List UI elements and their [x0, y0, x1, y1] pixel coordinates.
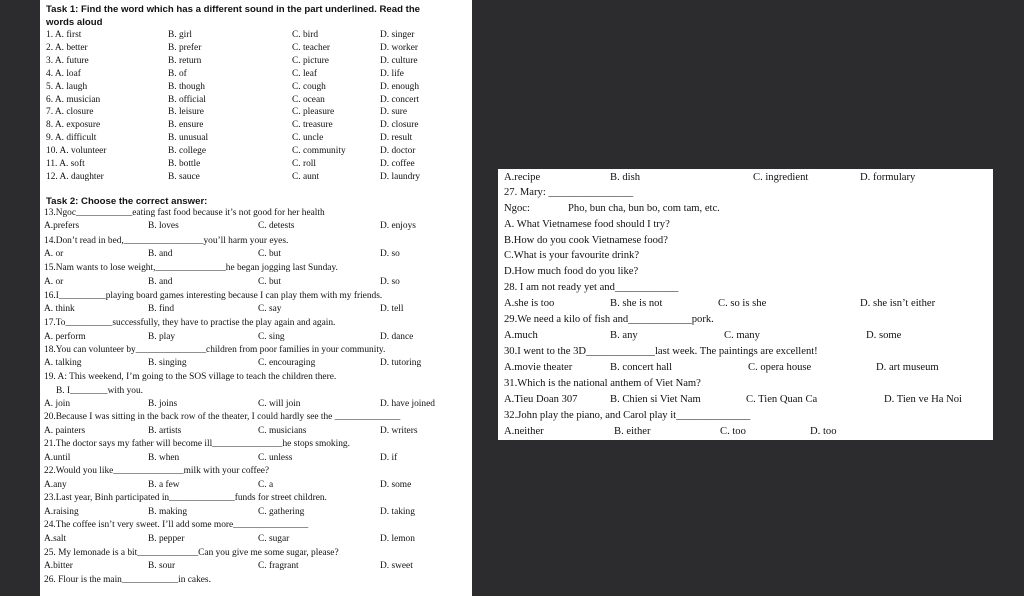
question-27-reply: Pho, bun cha, bun bo, com tam, etc.	[568, 203, 720, 214]
answer-option-c: C. sing	[258, 332, 285, 342]
answer-option-d: D. too	[810, 426, 837, 437]
answer-option-a: A.bitter	[44, 561, 73, 571]
answer-option-c: C. gathering	[258, 507, 305, 517]
task1-option-d: D. sure	[380, 107, 408, 118]
task1-option-c: C. leaf	[292, 68, 317, 79]
question-29: 29.We need a kilo of fish and____________pork.	[504, 314, 714, 325]
answer-option-b: B. artists	[148, 426, 182, 436]
answer-option-b: B. concert hall	[610, 362, 673, 373]
answer-option-c: C. fragrant	[258, 561, 299, 571]
answer-option-d: D. have joined	[380, 399, 435, 409]
answer-option-d: D. tutoring	[380, 358, 422, 368]
question-19: 19. A: This weekend, I’m going to the SOS village to teach the children there.	[44, 372, 337, 382]
worksheet-page-right	[498, 169, 993, 440]
question-14: 14.Don’t read in bed,_________________you’ll harm your eyes.	[44, 236, 289, 246]
question-24: 24.The coffee isn’t very sweet. I’ll add some more________________	[44, 520, 309, 530]
answer-option-b: B. singing	[148, 358, 187, 368]
task1-option-d: D. laundry	[380, 171, 421, 182]
task1-item: 10. A. volunteer	[46, 146, 107, 157]
answer-option-b: B. Chien si Viet Nam	[610, 394, 701, 405]
task1-option-b: B. unusual	[168, 133, 209, 144]
answer-option-d: D.How much food do you like?	[504, 265, 639, 277]
task1-item: 8. A. exposure	[46, 120, 101, 131]
task1-item: 5. A. laugh	[46, 81, 88, 92]
task1-option-b: B. though	[168, 81, 205, 92]
answer-option-a: A.Tieu Doan 307	[504, 394, 578, 405]
answer-option-d: D. taking	[380, 507, 415, 517]
question-32: 32.John play the piano, and Carol play it______________	[504, 410, 751, 421]
task1-option-d: D. culture	[380, 55, 418, 66]
answer-option-b: B. and	[148, 249, 173, 259]
task1-option-b: B. prefer	[168, 42, 202, 53]
answer-option-c: C. sugar	[258, 534, 290, 544]
answer-option-a: A.neither	[504, 426, 544, 437]
answer-option-a: A.until	[44, 453, 71, 463]
task1-option-d: D. singer	[380, 30, 415, 40]
task1-item: 3. A. future	[46, 55, 89, 66]
answer-option-d: D. she isn’t either	[860, 298, 936, 309]
question-28: 28. I am not ready yet and____________	[504, 282, 679, 293]
answer-option-a: A. talking	[44, 358, 82, 368]
answer-option-a: A.much	[504, 330, 538, 341]
task1-option-c: C. teacher	[292, 42, 330, 53]
question-25: 25. My lemonade is a bit_____________Can you give me some sugar, please?	[44, 548, 339, 558]
task1-option-c: C. aunt	[292, 171, 320, 182]
question-23: 23.Last year, Binh participated in______________funds for street children.	[44, 493, 327, 503]
question-18: 18.You can volunteer by_______________children from poor families in your community.	[44, 345, 386, 355]
task1-item: 4. A. loaf	[46, 68, 81, 79]
answer-option-d: D. formulary	[860, 172, 916, 183]
task1-item: 7. A. closure	[46, 107, 94, 118]
answer-option-c: C. a	[258, 480, 274, 490]
question-30: 30.I went to the 3D_____________last week. The paintings are excellent!	[504, 346, 818, 357]
task1-option-b: B. college	[168, 146, 207, 157]
answer-option-c: C. many	[724, 330, 760, 341]
answer-option-a: A. or	[44, 249, 64, 259]
task1-option-c: C. ocean	[292, 94, 325, 105]
task1-heading: Task 1: Find the word which has a different sound in the part underlined. Read the	[46, 4, 421, 15]
answer-option-c: C. so is she	[718, 298, 767, 309]
answer-option-a: A.recipe	[504, 172, 541, 183]
answer-option-c: C. musicians	[258, 426, 307, 436]
answer-option-a: A.prefers	[44, 221, 80, 231]
question-19-response: B. I________with you.	[56, 386, 143, 396]
answer-option-b: B. making	[148, 507, 188, 517]
answer-option-b: B. pepper	[148, 534, 185, 544]
answer-option-a: A.she is too	[504, 298, 555, 309]
answer-option-a: A. perform	[44, 332, 86, 342]
answer-option-d: D. art museum	[876, 362, 939, 373]
answer-option-b: B. a few	[148, 480, 180, 490]
task1-item: 12. A. daughter	[46, 171, 104, 182]
answer-option-d: D. writers	[380, 426, 418, 436]
answer-option-d: D. so	[380, 277, 400, 287]
answer-option-a: A.raising	[44, 507, 79, 517]
answer-option-b: B. she is not	[610, 298, 663, 309]
question-17: 17.To__________successfully, they have to practise the play again and again.	[44, 318, 336, 328]
task1-option-d: D. coffee	[380, 159, 415, 169]
answer-option-d: D. some	[866, 330, 902, 341]
answer-option-c: C. but	[258, 277, 281, 287]
question-21: 21.The doctor says my father will become ill_______________he stops smoking.	[44, 439, 350, 449]
task1-option-c: C. uncle	[292, 133, 324, 144]
question-20: 20.Because I was sitting in the back row of the theater, I could hardly see the ______________	[44, 412, 401, 422]
task1-option-b: B. girl	[168, 30, 192, 40]
answer-option-b: B. any	[610, 330, 638, 341]
answer-option-c: C. will join	[258, 399, 301, 409]
answer-option-d: D. so	[380, 249, 400, 259]
answer-option-c: C. say	[258, 304, 282, 314]
task1-option-b: B. bottle	[168, 159, 201, 169]
answer-option-d: D. sweet	[380, 561, 413, 571]
task1-option-c: C. bird	[292, 30, 319, 40]
task1-option-c: C. treasure	[292, 120, 333, 131]
answer-option-b: B. either	[614, 426, 651, 437]
answer-option-b: B. sour	[148, 561, 176, 571]
answer-option-a: A. painters	[44, 426, 86, 436]
task1-option-d: D. life	[380, 68, 404, 79]
answer-option-a: A. or	[44, 277, 64, 287]
question-27: 27. Mary: ________________	[504, 187, 634, 198]
task1-option-b: B. leisure	[168, 107, 204, 118]
task1-item: 1. A. first	[46, 30, 82, 40]
task1-option-b: B. ensure	[168, 120, 204, 131]
task1-option-b: B. return	[168, 55, 202, 66]
answer-option-a: A. think	[44, 304, 75, 314]
answer-option-c: C. detests	[258, 221, 295, 231]
task1-option-c: C. pleasure	[292, 107, 335, 118]
answer-option-d: D. Tien ve Ha Noi	[884, 394, 962, 405]
answer-option-d: D. if	[380, 453, 398, 463]
answer-option-c: C. but	[258, 249, 281, 259]
task1-item: 2. A. better	[46, 42, 88, 53]
task1-option-d: D. enough	[380, 81, 420, 92]
answer-option-c: C. encouraging	[258, 358, 316, 368]
task1-option-d: D. worker	[380, 42, 419, 53]
answer-option-c: C.What is your favourite drink?	[504, 250, 640, 261]
answer-option-d: D. lemon	[380, 534, 415, 544]
task1-item: 6. A. musician	[46, 94, 101, 105]
question-22: 22.Would you like_______________milk with your coffee?	[44, 466, 270, 476]
answer-option-b: B. dish	[610, 172, 641, 183]
question-27-speaker: Ngoc:	[504, 203, 530, 214]
task1-option-b: B. sauce	[168, 171, 200, 182]
answer-option-a: A.movie theater	[504, 362, 573, 373]
answer-option-d: D. some	[380, 480, 412, 490]
task1-option-b: B. official	[168, 94, 206, 105]
task1-option-d: D. concert	[380, 94, 420, 105]
answer-option-d: D. dance	[380, 332, 414, 342]
answer-option-a: A. join	[44, 399, 71, 409]
question-16: 16.I__________playing board games interesting because I can play them with my friends.	[44, 291, 383, 301]
answer-option-a: A.any	[44, 480, 67, 490]
worksheet-page-left	[40, 0, 472, 596]
task1-item: 11. A. soft	[46, 159, 85, 169]
answer-option-d: D. tell	[380, 304, 404, 314]
task1-option-d: D. closure	[380, 120, 419, 131]
question-31: 31.Which is the national anthem of Viet Nam?	[504, 378, 701, 389]
task1-heading-cont: words aloud	[46, 17, 103, 28]
answer-option-b: B.How do you cook Vietnamese food?	[504, 234, 668, 246]
answer-option-c: C. Tien Quan Ca	[746, 394, 818, 405]
answer-option-c: C. opera house	[748, 362, 812, 373]
answer-option-b: B. joins	[148, 399, 178, 409]
task1-option-c: C. roll	[292, 159, 316, 169]
question-15: 15.Nam wants to lose weight,_______________he began jogging last Sunday.	[44, 263, 338, 273]
answer-option-b: B. play	[148, 332, 176, 342]
answer-option-b: B. loves	[148, 221, 179, 231]
task1-option-c: C. picture	[292, 55, 329, 66]
answer-option-c: C. ingredient	[753, 172, 809, 183]
answer-option-d: D. enjoys	[380, 221, 416, 231]
answer-option-a: A. What Vietnamese food should I try?	[504, 219, 670, 230]
answer-option-a: A.salt	[44, 534, 67, 544]
answer-option-b: B. find	[148, 304, 175, 314]
answer-option-b: B. when	[148, 453, 180, 463]
question-26: 26. Flour is the main____________in cakes.	[44, 575, 211, 585]
task1-option-c: C. community	[292, 146, 346, 157]
task1-option-d: D. result	[380, 133, 413, 144]
task1-option-b: B. of	[168, 68, 187, 79]
task2-heading: Task 2: Choose the correct answer:	[46, 196, 208, 207]
answer-option-b: B. and	[148, 277, 173, 287]
task1-option-c: C. cough	[292, 81, 326, 92]
task1-option-d: D. doctor	[380, 146, 416, 157]
question-13: 13.Ngoc____________eating fast food because it’s not good for her health	[44, 208, 325, 218]
answer-option-c: C. too	[720, 426, 746, 437]
task1-item: 9. A. difficult	[46, 133, 97, 144]
answer-option-c: C. unless	[258, 453, 293, 463]
